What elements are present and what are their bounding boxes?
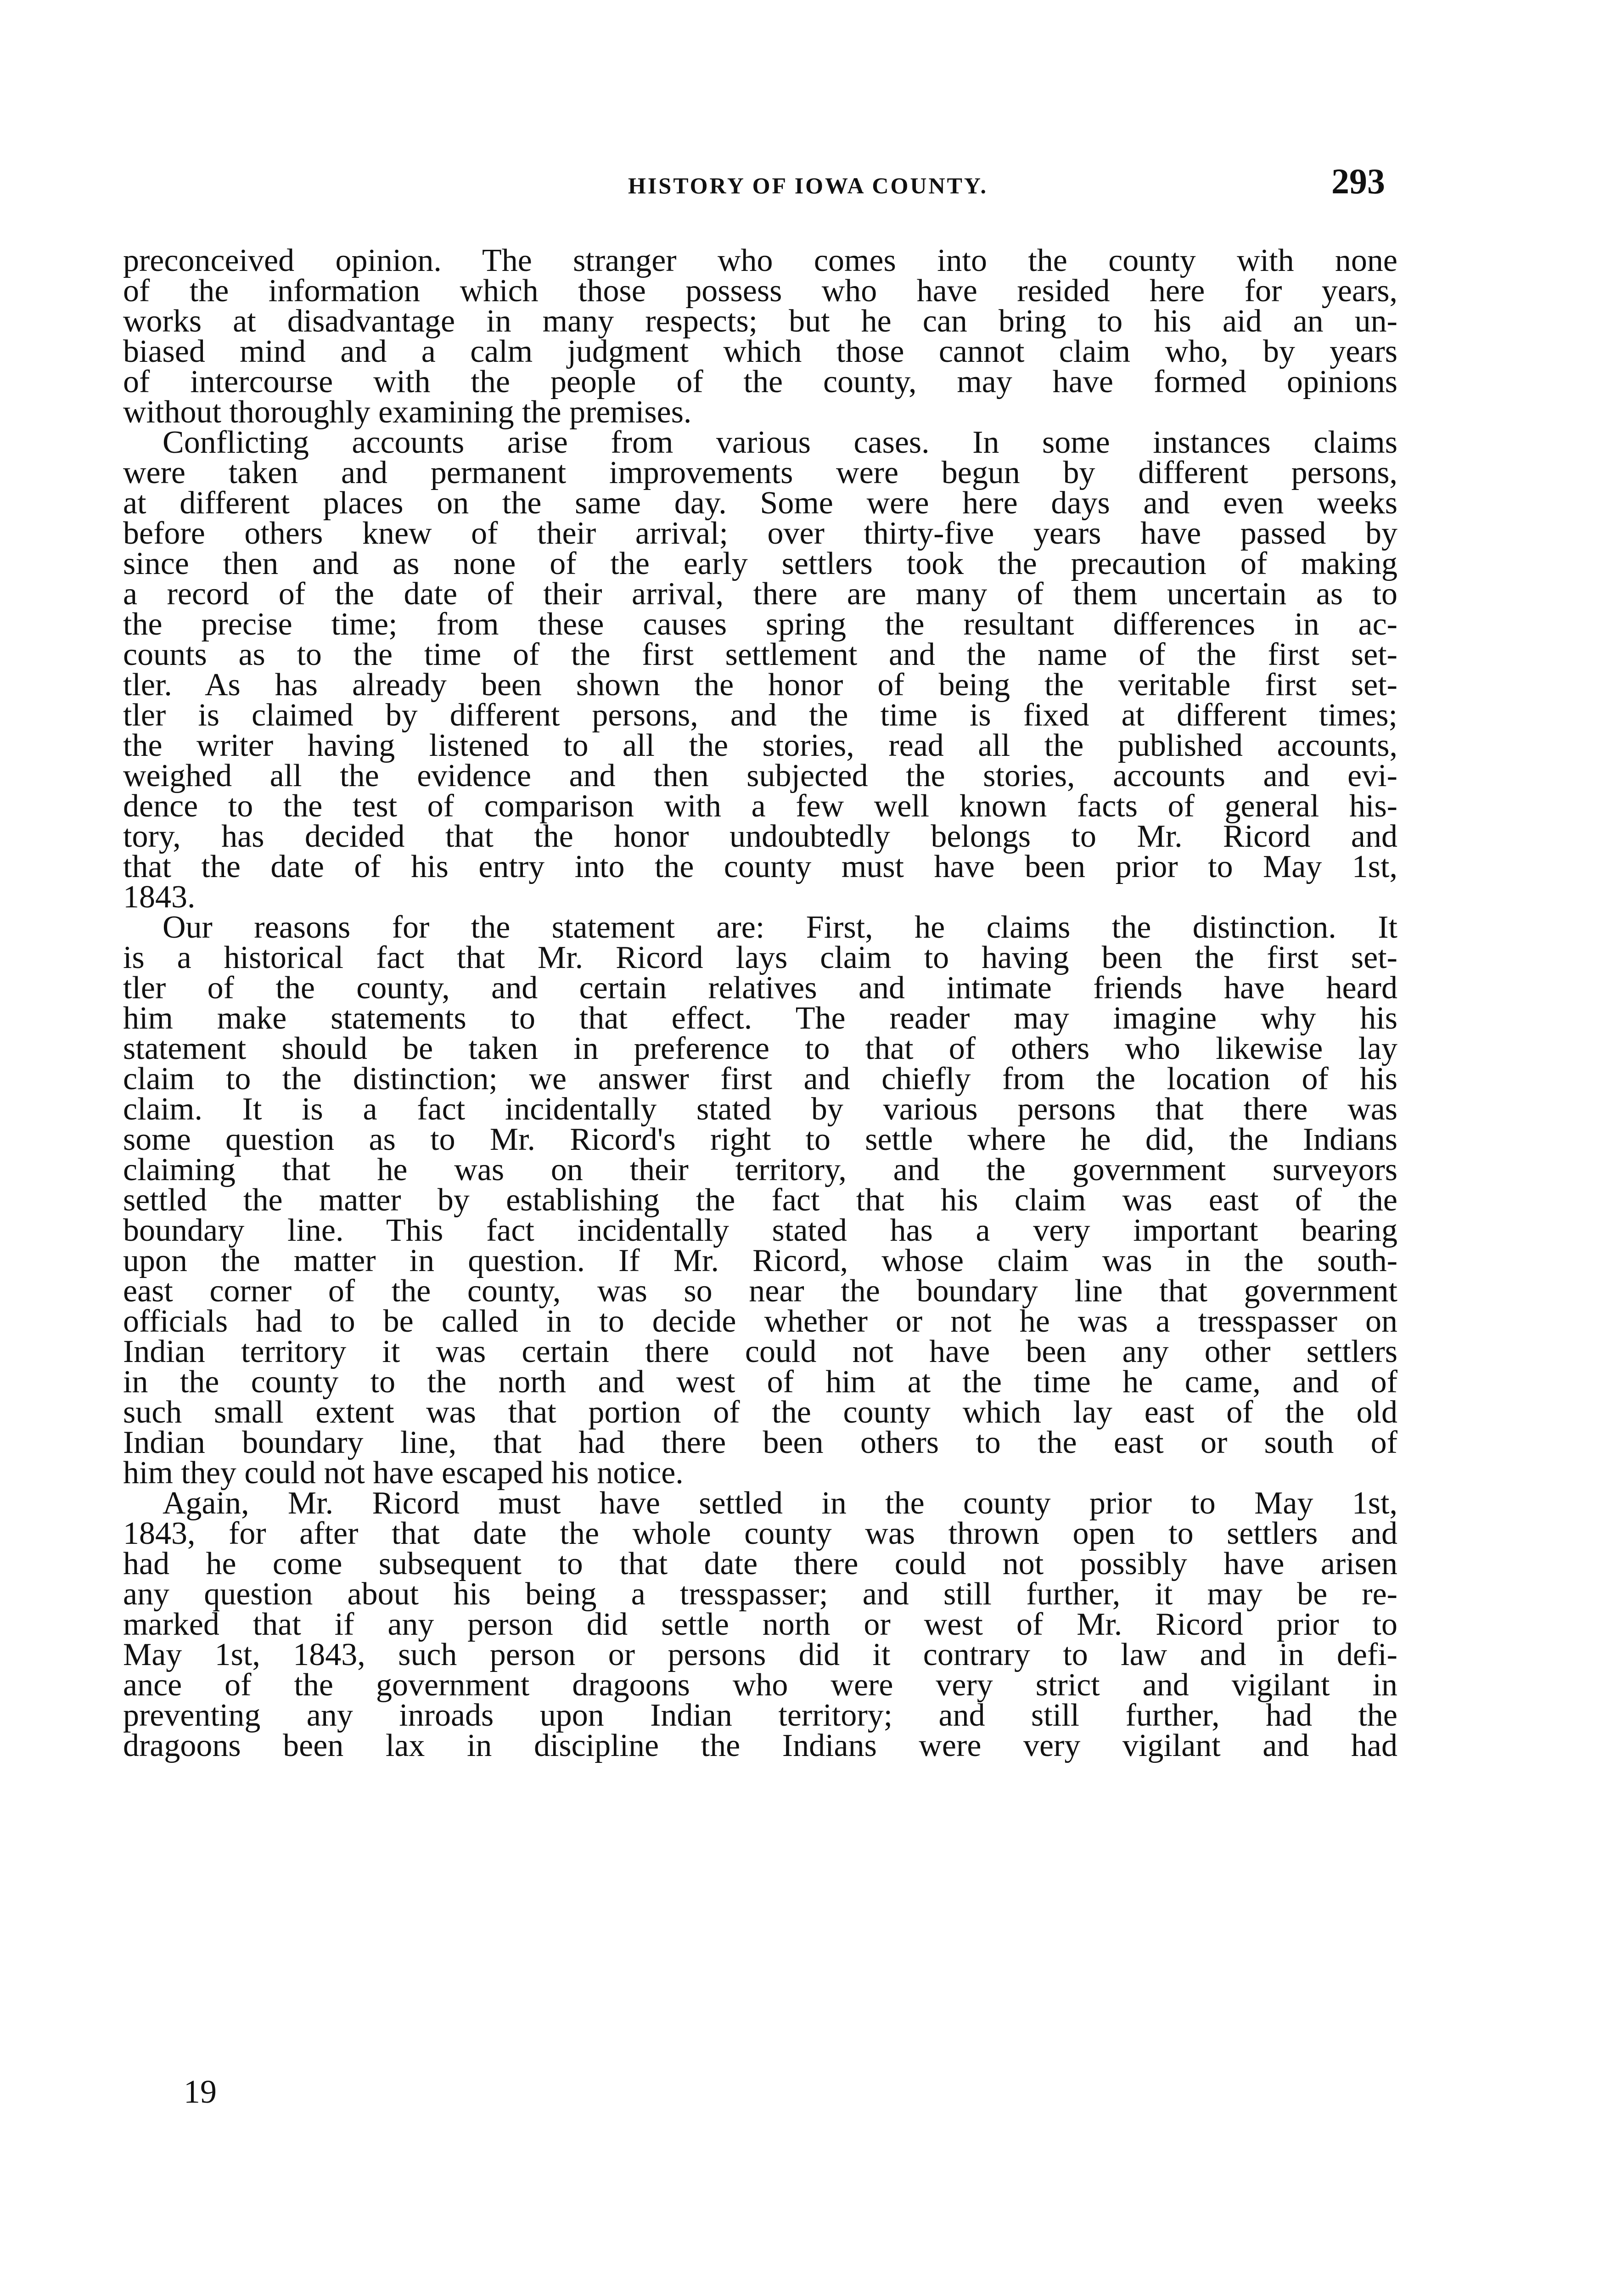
text-line: statement should be taken in preference to that of others who likewise lay (123, 1031, 1397, 1066)
text-line: claiming that he was on their territory, and the government surveyors (123, 1152, 1397, 1187)
text-line: is a historical fact that Mr. Ricord lays claim to having been the first set- (123, 940, 1397, 975)
text-line: dragoons been lax in discipline the Indians were very vigilant and had (123, 1728, 1397, 1763)
text-line: without thoroughly examining the premises. (123, 394, 692, 430)
paragraph (123, 910, 1397, 1491)
text-line: of the information which those possess who have resided here for years, (123, 273, 1397, 309)
text-line: before others knew of their arrival; over thirty-five years have passed by (123, 516, 1397, 551)
text-line: had he come subsequent to that date there could not possibly have arisen (123, 1546, 1397, 1581)
text-line: at different places on the same day. Some were here days and even weeks (123, 485, 1397, 521)
text-line: some question as to Mr. Ricord's right to settle where he did, the Indians (123, 1122, 1397, 1157)
text-line: any question about his being a tresspasser; and still further, it may be re- (123, 1576, 1397, 1612)
page-number: 293 (1331, 161, 1385, 201)
text-line: since then and as none of the early settlers took the precaution of making (123, 546, 1397, 581)
text-line: preconceived opinion. The stranger who comes into the county with none (123, 243, 1397, 278)
text-line: that the date of his entry into the county must have been prior to May 1st, (123, 849, 1397, 884)
text-line: Indian territory it was certain there could not have been any other settlers (123, 1334, 1397, 1369)
text-line: weighed all the evidence and then subjected the stories, accounts and evi- (123, 758, 1397, 793)
text-line: in the county to the north and west of him at the time he came, and of (123, 1364, 1397, 1400)
text-line: officials had to be called in to decide whether or not he was a tresspasser on (123, 1304, 1397, 1339)
text-line: Conflicting accounts arise from various cases. In some instances claims (163, 425, 1397, 460)
text-line: the precise time; from these causes spring the resultant differences in ac- (123, 607, 1397, 642)
running-title: HISTORY OF IOWA COUNTY. (628, 173, 988, 198)
text-line: were taken and permanent improvements were begun by different persons, (123, 455, 1397, 490)
text-line: of intercourse with the people of the county, may have formed opinions (123, 364, 1397, 400)
text-line: biased mind and a calm judgment which those cannot claim who, by years (123, 334, 1397, 369)
text-line: claim. It is a fact incidentally stated by various persons that there was (123, 1092, 1397, 1127)
text-line: him make statements to that effect. The reader may imagine why his (123, 1001, 1397, 1036)
text-line: Again, Mr. Ricord must have settled in the county prior to May 1st, (163, 1486, 1397, 1521)
paragraph (123, 425, 1397, 915)
text-line: boundary line. This fact incidentally stated has a very important bearing (123, 1213, 1397, 1248)
text-line: 1843, for after that date the whole county was thrown open to settlers and (123, 1516, 1397, 1551)
text-line: tler is claimed by different persons, and the time is fixed at different times; (123, 698, 1397, 733)
text-line: such small extent was that portion of the county which lay east of the old (123, 1395, 1397, 1430)
text-line: preventing any inroads upon Indian territory; and still further, had the (123, 1698, 1397, 1733)
signature-mark: 19 (184, 2073, 217, 2110)
text-line: Indian boundary line, that had there been others to the east or south of (123, 1425, 1397, 1460)
text-line: ance of the government dragoons who were very strict and vigilant in (123, 1667, 1397, 1703)
text-line: tory, has decided that the honor undoubtedly belongs to Mr. Ricord and (123, 819, 1397, 854)
text-line: tler of the county, and certain relatives and intimate friends have heard (123, 970, 1397, 1006)
text-line: counts as to the time of the first settlement and the name of the first set- (123, 637, 1397, 672)
paragraph (123, 1488, 1397, 1761)
text-line: May 1st, 1843, such person or persons did it contrary to law and in defi- (123, 1637, 1397, 1672)
text-line: tler. As has already been shown the honor of being the veritable first set- (123, 667, 1397, 703)
text-line: 1843. (123, 879, 196, 915)
paragraph (123, 243, 1397, 430)
text-line: east corner of the county, was so near the boundary line that government (123, 1273, 1397, 1309)
text-line: claim to the distinction; we answer first and chiefly from the location of his (123, 1061, 1397, 1097)
text-line: marked that if any person did settle north or west of Mr. Ricord prior to (123, 1607, 1397, 1642)
text-line: upon the matter in question. If Mr. Ricord, whose claim was in the south- (123, 1243, 1397, 1278)
text-line: a record of the date of their arrival, there are many of them uncertain as to (123, 576, 1397, 612)
page-header (0, 161, 1616, 216)
text-line: Our reasons for the statement are: First, he claims the distinction. It (163, 910, 1397, 945)
text-line: works at disadvantage in many respects; but he can bring to his aid an un- (123, 304, 1397, 339)
text-line: him they could not have escaped his notice. (123, 1455, 684, 1491)
body-text (123, 243, 1397, 1763)
text-line: the writer having listened to all the stories, read all the published accounts, (123, 728, 1397, 763)
text-line: settled the matter by establishing the fact that his claim was east of the (123, 1182, 1397, 1218)
text-line: dence to the test of comparison with a few well known facts of general his- (123, 788, 1397, 824)
